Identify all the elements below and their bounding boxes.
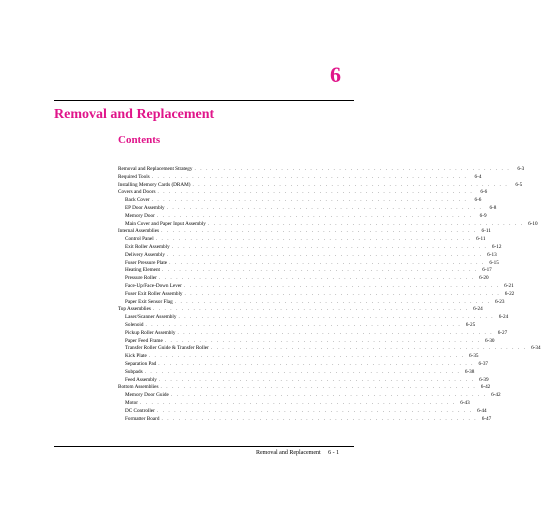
- toc-entry-page: 6-8: [489, 204, 497, 211]
- toc-entry-page: 6-10: [528, 220, 538, 227]
- toc-entry[interactable]: [118, 298, 505, 307]
- toc-entry[interactable]: [118, 392, 501, 400]
- toc-entry-page: 6-3: [517, 166, 525, 172]
- toc-dot-leader: . . . . . . . . . . . . . . . . . . . . . . . . . . . . . . . . . . . . . . . . . . . . . . . . . . . . . . .: [145, 321, 462, 328]
- toc-entry-page: 6-38: [464, 368, 475, 375]
- toc-entry-title: Face-Up/Face-Down Lever: [125, 282, 182, 289]
- toc-entry[interactable]: [118, 204, 497, 213]
- toc-entry-title: Internal Assemblies: [118, 228, 160, 235]
- toc-entry-page: 6-42: [491, 392, 501, 399]
- toc-entry-page: 6-24: [473, 306, 483, 313]
- toc-entry-page: 6-11: [476, 236, 486, 243]
- toc-entry-page: 6-34: [531, 345, 541, 352]
- toc-entry-page: 6-17: [482, 267, 492, 274]
- toc-entry-title: Separation Pad: [125, 360, 157, 367]
- toc-entry-page: 6-35: [469, 353, 479, 360]
- toc-entry-title: Installing Memory Cards (DRAM): [118, 181, 191, 188]
- toc-entry[interactable]: [118, 220, 538, 229]
- toc-dot-leader: . . . . . . . . . . . . . . . . . . . . . . . . . . . . . . . . . . . . . . . . . . . . . . . . . . . . . . .: [158, 360, 475, 367]
- chapter-number: 6: [330, 62, 341, 87]
- toc-entry-page: 6-39: [479, 376, 489, 383]
- toc-entry-title: Pressure Roller: [125, 275, 157, 282]
- toc-entry-title: Exit Roller Assembly: [125, 243, 170, 250]
- toc-entry-page: 6-30: [485, 337, 495, 344]
- toc-entry[interactable]: [118, 360, 489, 369]
- toc-dot-leader: . . . . . . . . . . . . . . . . . . . . . . . . . . . . . . . . . . . . . . . . . . . . . . . . . . . . . . .: [157, 189, 474, 196]
- toc-dot-leader: . . . . . . . . . . . . . . . . . . . . . . . . . . . . . . . . . . . . . . . . . . . . . . . . . . . . . . .: [155, 236, 472, 243]
- chapter-title: Removal and Replacement: [54, 107, 215, 122]
- toc-entry-title: Bottom Assemblies: [118, 384, 159, 391]
- toc-entry[interactable]: [118, 368, 475, 377]
- toc-dot-leader: . . . . . . . . . . . . . . . . . . . . . . . . . . . . . . . . . . . . . . . . . . . . . . . . . . . . . . .: [139, 399, 456, 406]
- toc-entry-title: Laser/Scanner Assembly: [125, 314, 177, 321]
- toc-entry[interactable]: [118, 236, 486, 244]
- toc-entry-title: Fuser Exit Roller Assembly: [125, 290, 183, 297]
- toc-entry[interactable]: [118, 329, 508, 338]
- toc-entry-title: EP Door Assembly: [125, 204, 165, 211]
- toc-entry[interactable]: [118, 353, 479, 361]
- toc-entry-title: Back Cover: [125, 197, 150, 204]
- toc-entry-page: 6-44: [477, 407, 487, 414]
- toc-entry-title: Paper Feed Frame: [125, 337, 163, 344]
- toc-dot-leader: . . . . . . . . . . . . . . . . . . . . . . . . . . . . . . . . . . . . . . . . . . . . . . . . . . . . . . .: [151, 197, 468, 204]
- toc-dot-leader: . . . . . . . . . . . . . . . . . . . . . . . . . . . . . . . . . . . . . . . . . . . . . . . . . . . . . . .: [144, 368, 461, 375]
- toc-entry-title: Control Panel: [125, 236, 154, 243]
- toc-entry[interactable]: [118, 166, 525, 174]
- toc-entry[interactable]: [118, 251, 497, 260]
- toc-entry-page: 6-27: [497, 329, 508, 336]
- toc-entry[interactable]: [118, 384, 491, 392]
- toc-entry[interactable]: [118, 321, 476, 330]
- toc-dot-leader: . . . . . . . . . . . . . . . . . . . . . . . . . . . . . . . . . . . . . . . . . . . . . . . . . . . . . . .: [166, 204, 483, 211]
- toc-dot-leader: . . . . . . . . . . . . . . . . . . . . . . . . . . . . . . . . . . . . . . . . . . . . . . . . . . . . . . .: [158, 275, 475, 282]
- footer-page-number: 6 - 1: [328, 450, 340, 456]
- toc-dot-leader: . . . . . . . . . . . . . . . . . . . . . . . . . . . . . . . . . . . . . . . . . . . . . . . . . . . . . . .: [207, 220, 524, 227]
- toc-entry-page: 6-9: [479, 212, 487, 219]
- top-rule: [54, 100, 354, 101]
- toc-entry[interactable]: [118, 259, 499, 268]
- toc-entry-page: 6-6: [474, 197, 482, 204]
- toc-entry-title: DC Controller: [125, 407, 155, 414]
- bottom-rule: [54, 446, 354, 447]
- toc-entry-title: Main Cover and Paper Input Assembly: [125, 220, 206, 227]
- toc-dot-leader: . . . . . . . . . . . . . . . . . . . . . . . . . . . . . . . . . . . . . . . . . . . . . . . . . . . . . . .: [174, 298, 491, 305]
- toc-entry[interactable]: [118, 399, 470, 408]
- toc-entry-title: Pickup Roller Assembly: [125, 329, 176, 336]
- toc-dot-leader: . . . . . . . . . . . . . . . . . . . . . . . . . . . . . . . . . . . . . . . . . . . . . . . . . . . . . . .: [158, 376, 475, 383]
- toc-dot-leader: . . . . . . . . . . . . . . . . . . . . . . . . . . . . . . . . . . . . . . . . . . . . . . . . . . . . . . .: [170, 392, 487, 399]
- page-footer: [256, 450, 339, 456]
- toc-dot-leader: . . . . . . . . . . . . . . . . . . . . . . . . . . . . . . . . . . . . . . . . . . . . . . . . . . . . . . .: [164, 337, 481, 344]
- toc-entry-page: 6-11: [481, 228, 491, 235]
- toc-dot-leader: . . . . . . . . . . . . . . . . . . . . . . . . . . . . . . . . . . . . . . . . . . . . . . . . . . . . . . .: [210, 345, 527, 352]
- toc-entry-page: 6-24: [498, 314, 509, 321]
- toc-entry-title: Formatter Board: [125, 415, 160, 422]
- toc-dot-leader: . . . . . . . . . . . . . . . . . . . . . . . . . . . . . . . . . . . . . . . . . . . . . . . . . . . . . . .: [177, 329, 494, 336]
- toc-entry-title: Transfer Roller Guide & Transfer Roller: [125, 345, 209, 352]
- footer-title: Removal and Replacement: [256, 450, 321, 456]
- toc-entry-title: Memory Door Guide: [125, 392, 169, 399]
- toc-entry-page: 6-12: [491, 243, 502, 250]
- toc-entry[interactable]: [118, 173, 482, 182]
- toc-entry-title: Removal and Replacement Strategy: [118, 166, 193, 172]
- toc-entry-title: Paper Exit Sensor Flag: [125, 298, 173, 305]
- toc-dot-leader: . . . . . . . . . . . . . . . . . . . . . . . . . . . . . . . . . . . . . . . . . . . . . . . . . . . . . . .: [162, 267, 478, 274]
- toc-entry-page: 6-25: [465, 321, 476, 328]
- toc-dot-leader: . . . . . . . . . . . . . . . . . . . . . . . . . . . . . . . . . . . . . . . . . . . . . . . . . . . . . . .: [160, 384, 477, 391]
- toc-entry[interactable]: [118, 275, 489, 283]
- toc-entry[interactable]: [118, 181, 523, 190]
- toc-dot-leader: . . . . . . . . . . . . . . . . . . . . . . . . . . . . . . . . . . . . . . . . . . . . . . . . . . . . . . .: [171, 243, 488, 250]
- toc-entry-title: Feed Assembly: [125, 376, 157, 383]
- toc-dot-leader: . . . . . . . . . . . . . . . . . . . . . . . . . . . . . . . . . . . . . . . . . . . . . . . . . . . . . . .: [166, 251, 483, 258]
- toc-entry[interactable]: [118, 415, 492, 424]
- toc-entry-page: 6-15: [489, 259, 499, 266]
- toc-entry-page: 6-47: [481, 415, 492, 422]
- toc-entry-page: 6-23: [494, 298, 505, 305]
- toc-dot-leader: . . . . . . . . . . . . . . . . . . . . . . . . . . . . . . . . . . . . . . . . . . . . . . . . . . . . . . .: [178, 314, 495, 321]
- toc-dot-leader: . . . . . . . . . . . . . . . . . . . . . . . . . . . . . . . . . . . . . . . . . . . . . . . . . . . . . . .: [156, 212, 473, 219]
- toc-entry[interactable]: [118, 376, 489, 385]
- toc-dot-leader: . . . . . . . . . . . . . . . . . . . . . . . . . . . . . . . . . . . . . . . . . . . . . . . . . . . . . . .: [169, 259, 485, 266]
- toc-dot-leader: . . . . . . . . . . . . . . . . . . . . . . . . . . . . . . . . . . . . . . . . . . . . . . . . . . . . . . .: [183, 282, 500, 289]
- toc-entry-title: Top Assemblies: [118, 306, 151, 313]
- toc-entry-page: 6-20: [479, 275, 489, 282]
- toc-entry[interactable]: [118, 189, 488, 197]
- toc-entry-title: Motor: [125, 399, 138, 406]
- toc-dot-leader: . . . . . . . . . . . . . . . . . . . . . . . . . . . . . . . . . . . . . . . . . . . . . . . . . . . . . . .: [184, 290, 501, 297]
- toc-entry-page: 6-5: [515, 181, 523, 188]
- toc-dot-leader: . . . . . . . . . . . . . . . . . . . . . . . . . . . . . . . . . . . . . . . . . . . . . . . . . . . . . . .: [161, 415, 478, 422]
- toc-entry[interactable]: [118, 228, 491, 236]
- toc-dot-leader: . . . . . . . . . . . . . . . . . . . . . . . . . . . . . . . . . . . . . . . . . . . . . . . . . . . . . . .: [156, 407, 473, 414]
- toc-entry[interactable]: [118, 407, 487, 416]
- toc-dot-leader: . . . . . . . . . . . . . . . . . . . . . . . . . . . . . . . . . . . . . . . . . . . . . . . . . . . . . . .: [151, 173, 468, 180]
- toc-entry-title: Fuser Pressure Plate: [125, 259, 168, 266]
- toc-entry-title: Delivery Assembly: [125, 251, 165, 258]
- toc-entry-title: Required Tools: [118, 173, 150, 180]
- toc-entry[interactable]: [118, 212, 487, 221]
- toc-dot-leader: . . . . . . . . . . . . . . . . . . . . . . . . . . . . . . . . . . . . . . . . . . . . . . . . . . . . . . .: [194, 166, 511, 172]
- toc-entry-page: 6-37: [478, 360, 489, 367]
- toc-entry-title: Memory Door: [125, 212, 155, 219]
- toc-entry-page: 6-21: [504, 282, 514, 289]
- toc-entry[interactable]: [118, 290, 515, 299]
- toc-dot-leader: . . . . . . . . . . . . . . . . . . . . . . . . . . . . . . . . . . . . . . . . . . . . . . . . . . . . . . .: [192, 181, 509, 188]
- table-of-contents: [118, 166, 541, 423]
- toc-entry-page: 6-13: [487, 251, 497, 258]
- toc-entry-page: 6-42: [480, 384, 491, 391]
- toc-entry-page: 6-4: [474, 173, 482, 180]
- toc-entry[interactable]: [118, 243, 502, 252]
- toc-entry-title: Covers and Doors: [118, 189, 156, 196]
- toc-entry-title: Kick Plate: [125, 353, 147, 360]
- toc-entry[interactable]: [118, 345, 541, 353]
- toc-entry-page: 6-22: [504, 290, 515, 297]
- toc-dot-leader: . . . . . . . . . . . . . . . . . . . . . . . . . . . . . . . . . . . . . . . . . . . . . . . . . . . . . . .: [148, 353, 465, 360]
- toc-entry-page: 6-43: [460, 399, 470, 406]
- toc-entry[interactable]: [118, 306, 483, 314]
- contents-heading: Contents: [118, 134, 161, 146]
- toc-entry[interactable]: [118, 197, 482, 205]
- toc-entry[interactable]: [118, 314, 509, 322]
- toc-entry[interactable]: [118, 282, 514, 291]
- toc-entry[interactable]: [118, 267, 492, 275]
- toc-entry-title: Heating Element: [125, 267, 161, 274]
- toc-dot-leader: . . . . . . . . . . . . . . . . . . . . . . . . . . . . . . . . . . . . . . . . . . . . . . . . . . . . . . .: [161, 228, 477, 235]
- toc-entry-page: 6-6: [480, 189, 488, 196]
- toc-dot-leader: . . . . . . . . . . . . . . . . . . . . . . . . . . . . . . . . . . . . . . . . . . . . . . . . . . . . . . .: [152, 306, 469, 313]
- toc-entry-title: Subpads: [125, 368, 143, 375]
- toc-entry-title: Solenoid: [125, 321, 144, 328]
